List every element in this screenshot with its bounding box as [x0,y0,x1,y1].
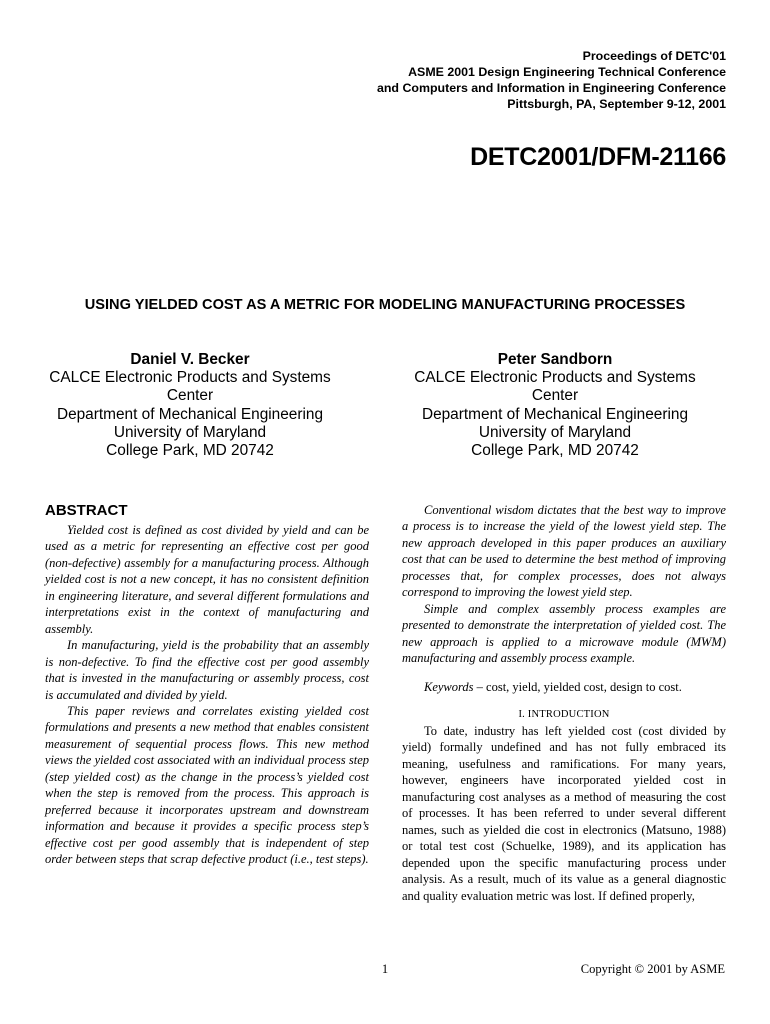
proceedings-header [377,48,726,112]
author-affiliation-line: College Park, MD 20742 [471,442,639,460]
paper-title: USING YIELDED COST AS A METRIC FOR MODELING MANUFACTURING PROCESSES [84,297,686,313]
abstract-paragraph: This paper reviews and correlates existing yielded cost formulations and presents a new method that enables consistent measurement of sequential process flows. This new method views the yielded cost associated with an individual process step (step yielded cost) as the change in the process’s yielded cost when the step is removed from the process. This approach is preferred because it incorporates upstream and downstream information and because it provides a specific process step’s effective cost per good assembly that is independent of step order between steps that scrap defective product (i.e., test steps). [45,703,369,867]
left-column [45,502,369,868]
author-affiliation-line: Department of Mechanical Engineering [421,405,689,423]
proceedings-line: Proceedings of DETC'01 [582,49,726,63]
abstract-paragraph: Simple and complex assembly process examples are presented to demonstrate the interpretation of yielded cost. The new approach is applied to a microwave module (MWM) manufacturing and assembly process example. [402,601,726,666]
right-column [402,502,726,904]
keywords-text: – cost, yield, yielded cost, design to cost. [473,679,682,694]
author-affiliation-line: College Park, MD 20742 [106,442,274,460]
author-block-1 [20,351,360,460]
author-affiliation-line: CALCE Electronic Products and Systems [49,369,331,387]
author-name: Peter Sandborn [497,351,613,368]
author-affiliation-line: University of Maryland [478,423,632,441]
paper-id: DETC2001/DFM-21166 [470,143,726,171]
abstract-paragraph: Yielded cost is defined as cost divided by yield and can be used as a metric for representing an effective cost per good (non-defective) assembly for a manufacturing process. Although yielded cost is not a new concept, it has no consistent definition in engineering literature, and several different formulations and interpretations exist in the context of manufacturing and assembly. [45,523,369,636]
author-affiliation-line: Center [531,387,579,405]
author-affiliation-line: Department of Mechanical Engineering [56,405,324,423]
keywords-label: Keywords [424,679,474,694]
author-affiliation-line: Center [166,387,214,405]
proceedings-line: ASME 2001 Design Engineering Technical Conference [408,65,726,79]
author-name: Daniel V. Becker [130,351,250,368]
author-affiliation-line: CALCE Electronic Products and Systems [414,369,696,387]
keywords [402,679,726,695]
copyright-notice: Copyright © 2001 by ASME [580,962,725,976]
introduction-heading: I. INTRODUCTION [518,708,610,720]
abstract-paragraph: In manufacturing, yield is the probability that an assembly is non-defective. To find the effective cost per good assembly that is invested in the manufacturing or assembly process, cost is accumulated and divided by yield. [45,638,369,702]
abstract-paragraph: Conventional wisdom dictates that the best way to improve a process is to increase the yield of the lowest yield step. The new approach developed in this paper produces an auxiliary cost that can be used to determine the best method of improving processes that, for complex processes, does not always correspond to improving the lowest yield step. [402,503,726,600]
proceedings-line: and Computers and Information in Engineering Conference [376,81,726,95]
author-affiliation-line: University of Maryland [113,423,267,441]
abstract-heading: ABSTRACT [45,502,128,519]
introduction-paragraph: To date, industry has left yielded cost (cost divided by yield) formally undefined and has not fully embraced its meaning, usefulness and ramifications. For many years, however, engineers have incorporated yielded cost in manufacturing cost analyses as a method of measuring the cost of processes. It has been referred to under several different names, such as yielded die cost in electronics (Matsuno, 1988) or total test cost (Schuelke, 1989), and its application has depended upon the specific manufacturing process under analysis. As a result, much of its value as a general diagnostic and quality evaluation metric was lost. If defined properly, [402,723,726,903]
author-block-2 [385,351,725,460]
proceedings-line: Pittsburgh, PA, September 9-12, 2001 [507,97,726,111]
page-number: 1 [381,962,389,976]
